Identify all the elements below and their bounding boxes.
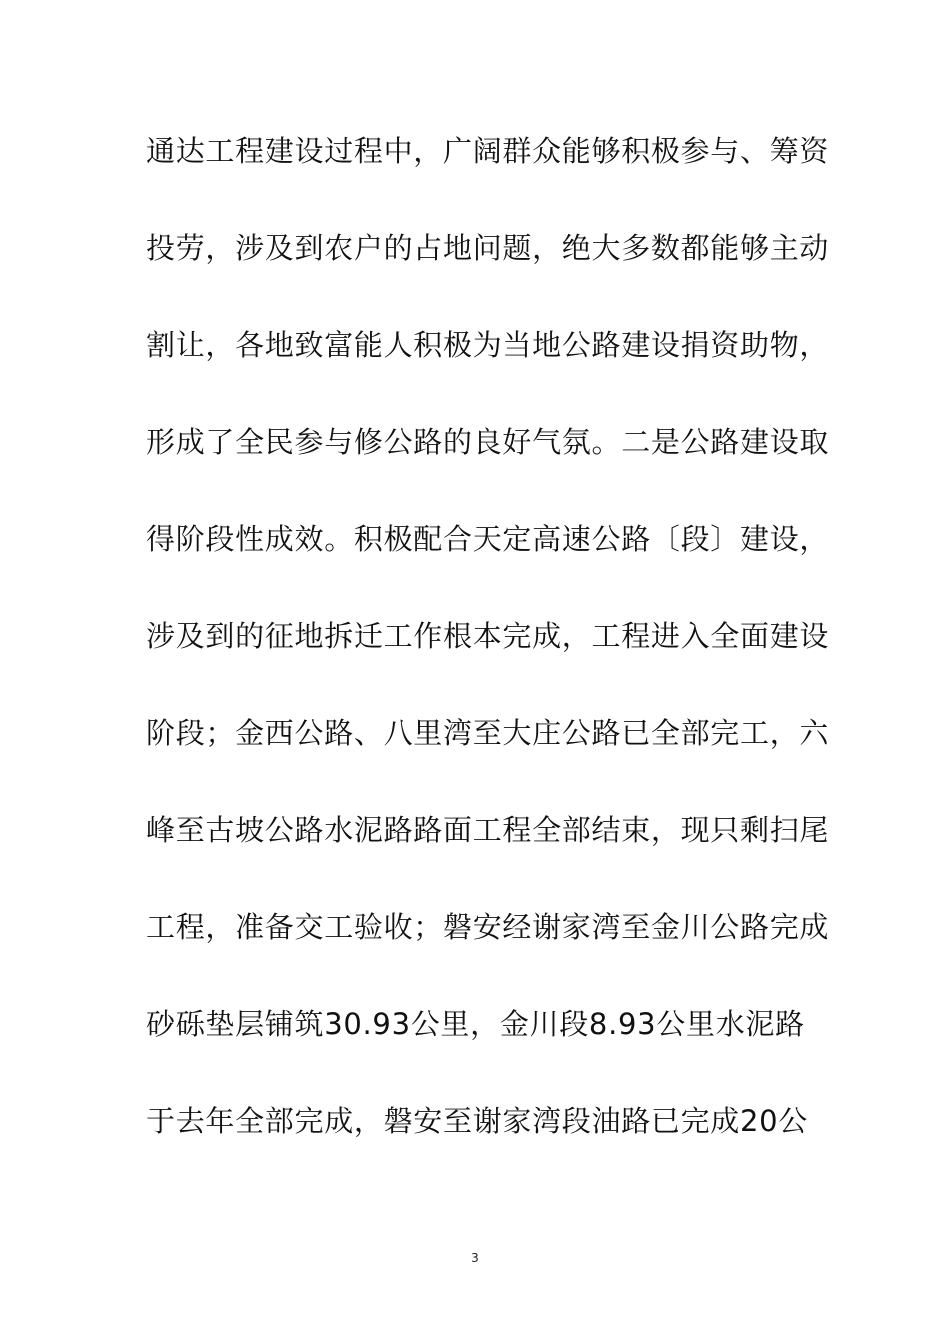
text-line: 工程，准备交工验收；磐安经谢家湾至金川公路完成	[146, 910, 830, 944]
text-line: 割让，各地致富能人积极为当地公路建设捐资助物，	[146, 328, 830, 362]
text-line: 阶段；金西公路、八里湾至大庄公路已全部完工，六	[146, 716, 830, 750]
body-text	[146, 128, 830, 1195]
text-line: 峰至古坡公路水泥路路面工程全部结束，现只剩扫尾	[146, 813, 830, 847]
text-line: 得阶段性成效。积极配合天定高速公路〔段〕建设，	[146, 522, 830, 556]
text-line: 砂砾垫层铺筑30.93公里，金川段8.93公里水泥路	[146, 1007, 805, 1041]
text-line: 形成了全民参与修公路的良好气氛。二是公路建设取	[146, 425, 830, 459]
text-line: 于去年全部完成，磐安至谢家湾段油路已完成20公	[146, 1104, 809, 1138]
text-line: 涉及到的征地拆迁工作根本完成，工程进入全面建设	[146, 619, 830, 653]
page-number: 3	[471, 1251, 479, 1265]
text-line: 通达工程建设过程中，广阔群众能够积极参与、筹资	[146, 134, 830, 168]
text-line: 投劳，涉及到农户的占地问题，绝大多数都能够主动	[146, 231, 830, 265]
